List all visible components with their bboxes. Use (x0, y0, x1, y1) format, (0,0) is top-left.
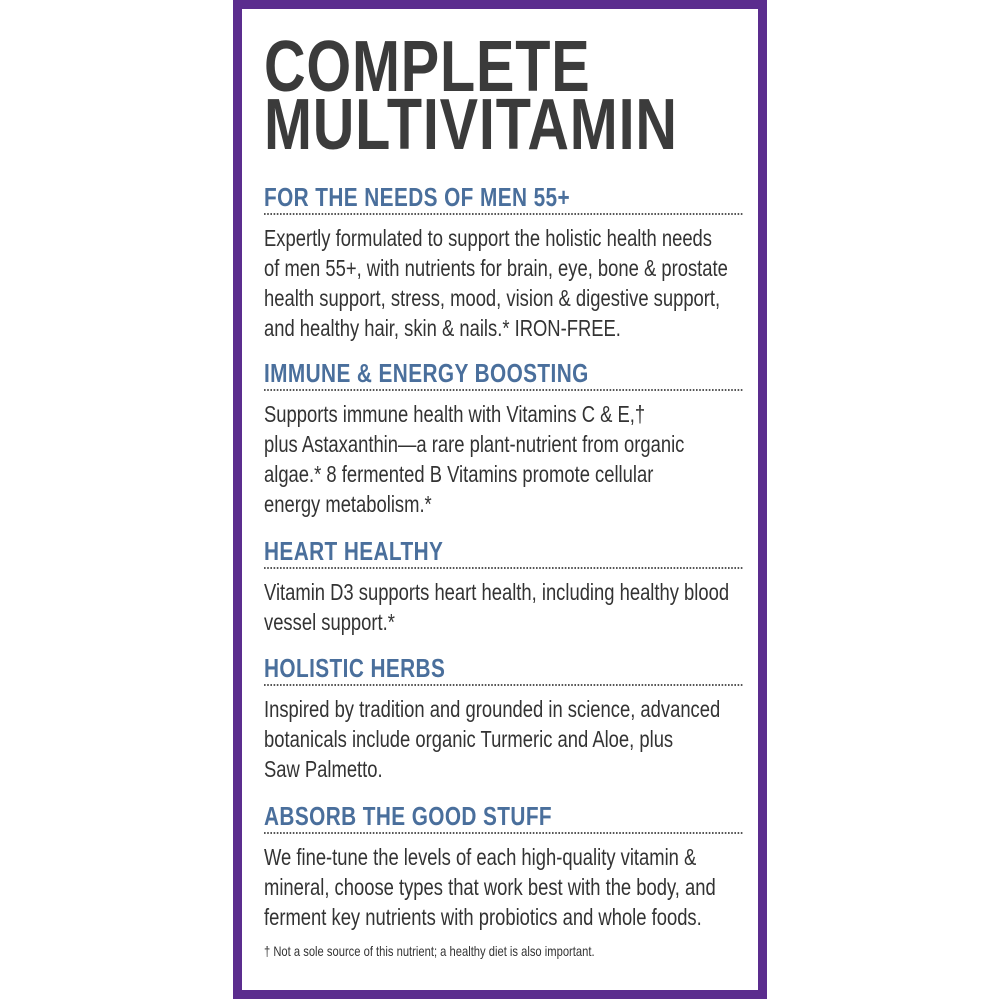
body-text-line: plus Astaxanthin—a rare plant-nutrient from organic (264, 431, 685, 457)
body-text-line: Supports immune health with Vitamins C & E,† (264, 401, 646, 427)
body-text-line: Inspired by tradition and grounded in science, advanced (264, 696, 721, 722)
section (264, 536, 742, 637)
section-heading: ABSORB THE GOOD STUFF (264, 801, 553, 831)
dotted-divider (264, 684, 742, 686)
title-line: MULTIVITAMIN (264, 85, 678, 165)
section (264, 182, 742, 343)
body-text-line: Vitamin D3 supports heart health, including healthy blood (264, 579, 730, 605)
title-line: COMPLETE (264, 27, 591, 107)
dotted-divider (264, 213, 742, 215)
dotted-divider (264, 567, 742, 569)
body-text-line: We fine-tune the levels of each high-quality vitamin & (264, 844, 697, 870)
body-text-line: energy metabolism.* (264, 491, 432, 517)
section-heading: FOR THE NEEDS OF MEN 55+ (264, 182, 571, 212)
product-title (264, 27, 744, 165)
section-heading: HOLISTIC HERBS (264, 653, 446, 683)
dotted-divider (264, 389, 742, 391)
section-heading: IMMUNE & ENERGY BOOSTING (264, 358, 589, 388)
body-text-line: and healthy hair, skin & nails.* IRON-FREE. (264, 315, 621, 341)
section (264, 801, 742, 932)
body-text-line: botanicals include organic Turmeric and Aloe, plus (264, 726, 674, 752)
body-text-line: vessel support.* (264, 609, 395, 635)
body-text-line: algae.* 8 fermented B Vitamins promote cellular (264, 461, 654, 487)
section (264, 358, 742, 519)
body-text-line: mineral, choose types that work best with the body, and (264, 874, 716, 900)
body-text-line: of men 55+, with nutrients for brain, eye, bone & prostate (264, 255, 728, 281)
body-text-line: health support, stress, mood, vision & digestive support, (264, 285, 721, 311)
body-text-line: Saw Palmetto. (264, 756, 383, 782)
dotted-divider (264, 832, 742, 834)
section-heading: HEART HEALTHY (264, 536, 444, 566)
body-text-line: Expertly formulated to support the holistic health needs (264, 225, 712, 251)
body-text-line: ferment key nutrients with probiotics and whole foods. (264, 904, 702, 930)
section (264, 653, 742, 784)
footnote: † Not a sole source of this nutrient; a healthy diet is also important. (264, 943, 595, 959)
